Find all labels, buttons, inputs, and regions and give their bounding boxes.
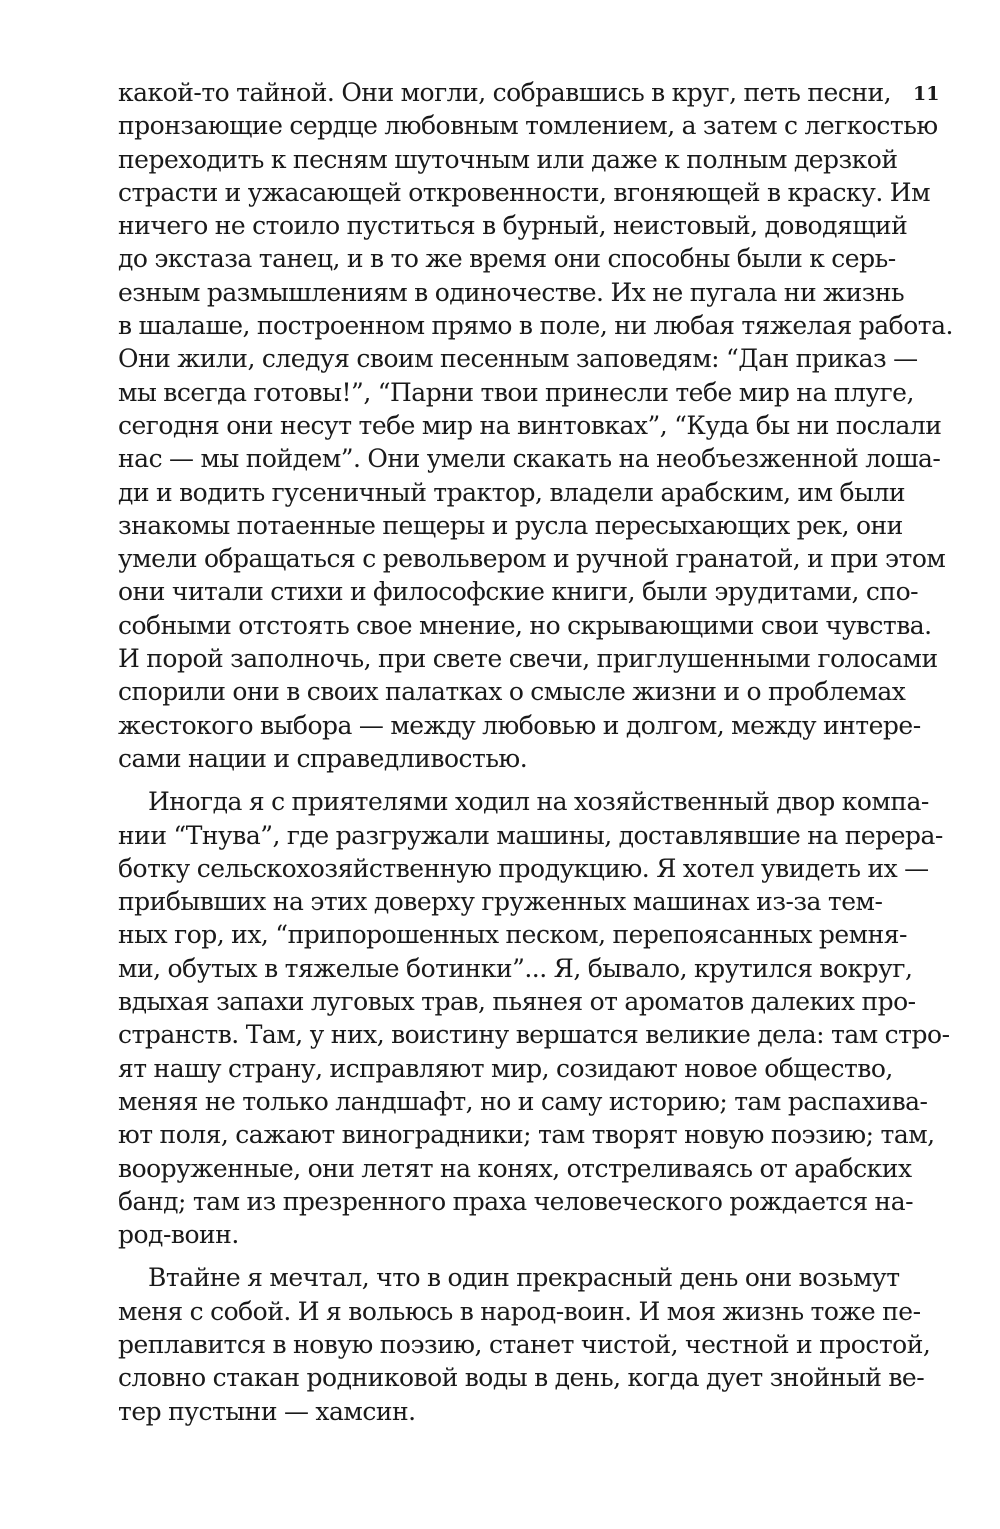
- text-line: меняя не только ландшафт, но и саму историю; там распахива-: [118, 1086, 928, 1116]
- text-line: жестокого выбора — между любовью и долгом, между интере-: [118, 710, 921, 740]
- text-line: переходить к песням шуточным или даже к полным дерзкой: [118, 144, 898, 174]
- text-line: ботку сельскохозяйственную продукцию. Я хотел увидеть их —: [118, 853, 929, 883]
- text-line: тер пустыни — хамсин.: [118, 1396, 416, 1426]
- text-line: И порой заполночь, при свете свечи, приглушенными голосами: [118, 644, 938, 674]
- text-line: они читали стихи и философские книги, были эрудитами, спо-: [118, 577, 919, 607]
- text-line: вооруженные, они летят на конях, отстреливаясь от арабских: [118, 1153, 912, 1183]
- text-line: до экстаза танец, и в то же время они способны были к серь-: [118, 244, 896, 274]
- text-line: умели обращаться с револьвером и ручной гранатой, и при этом: [118, 544, 946, 574]
- text-line: нас — мы пойдем”. Они умели скакать на необъезженной лоша-: [118, 444, 941, 474]
- text-line: словно стакан родниковой воды в день, когда дует знойный ве-: [118, 1363, 925, 1393]
- text-line: знакомы потаенные пещеры и русла пересыхающих рек, они: [118, 510, 903, 540]
- text-line: род-воин.: [118, 1220, 239, 1250]
- text-line: ми, обутых в тяжелые ботинки”... Я, бывало, крутился вокруг,: [118, 953, 913, 983]
- page-number: 11: [913, 83, 940, 105]
- text-line: мы всегда готовы!”, “Парни твои принесли тебе мир на плуге,: [118, 377, 914, 407]
- text-line: Втайне я мечтал, что в один прекрасный день они возьмут: [148, 1263, 900, 1293]
- text-line: Иногда я с приятелями ходил на хозяйственный двор компа-: [148, 787, 929, 817]
- paragraph-3: [118, 1261, 931, 1427]
- text-line: реплавится в новую поэзию, станет чистой, честной и простой,: [118, 1329, 931, 1359]
- text-line: Они жили, следуя своим песенным заповедям: “Дан приказ —: [118, 344, 918, 374]
- text-line: странств. Там, у них, воистину вершатся великие дела: там стро-: [118, 1020, 950, 1050]
- paragraph-2: [118, 785, 950, 1251]
- text-line: нии “Тнува”, где разгружали машины, доставлявшие на перера-: [118, 820, 943, 850]
- text-line: страсти и ужасающей откровенности, вгоняющей в краску. Им: [118, 177, 931, 207]
- text-line: вдыхая запахи луговых трав, пьянея от ароматов далеких про-: [118, 987, 916, 1017]
- text-line: какой-то тайной. Они могли, собравшись в круг, петь песни,: [118, 78, 892, 107]
- text-line: ди и водить гусеничный трактор, владели арабским, им были: [118, 477, 906, 507]
- text-line: спорили они в своих палатках о смысле жизни и о проблемах: [118, 677, 906, 707]
- text-line: сегодня они несут тебе мир на винтовках”, “Куда бы ни послали: [118, 410, 942, 440]
- text-line: банд; там из презренного праха человеческого рождается на-: [118, 1186, 914, 1216]
- text-line: пронзающие сердце любовным томлением, а затем с легкостью: [118, 111, 938, 141]
- text-line: ют поля, сажают виноградники; там творят новую поэзию; там,: [118, 1120, 935, 1150]
- text-line: в шалаше, построенном прямо в поле, ни любая тяжелая работа.: [118, 311, 953, 341]
- text-line: прибывших на этих доверху груженных машинах из-за тем-: [118, 887, 883, 917]
- text-line: сами нации и справедливостью.: [118, 743, 528, 773]
- text-line: ных гор, их, “припорошенных песком, перепоясанных ремня-: [118, 920, 908, 950]
- text-line: меня с собой. И я вольюсь в народ-воин. И моя жизнь тоже пе-: [118, 1296, 921, 1326]
- text-line: ят нашу страну, исправляют мир, созидают новое общество,: [118, 1053, 893, 1083]
- text-line: собными отстоять свое мнение, но скрывающими свои чувства.: [118, 610, 932, 640]
- text-line: езным размышлениям в одиночестве. Их не пугала ни жизнь: [118, 277, 905, 307]
- text-line: ничего не стоило пуститься в бурный, неистовый, доводящий: [118, 211, 908, 241]
